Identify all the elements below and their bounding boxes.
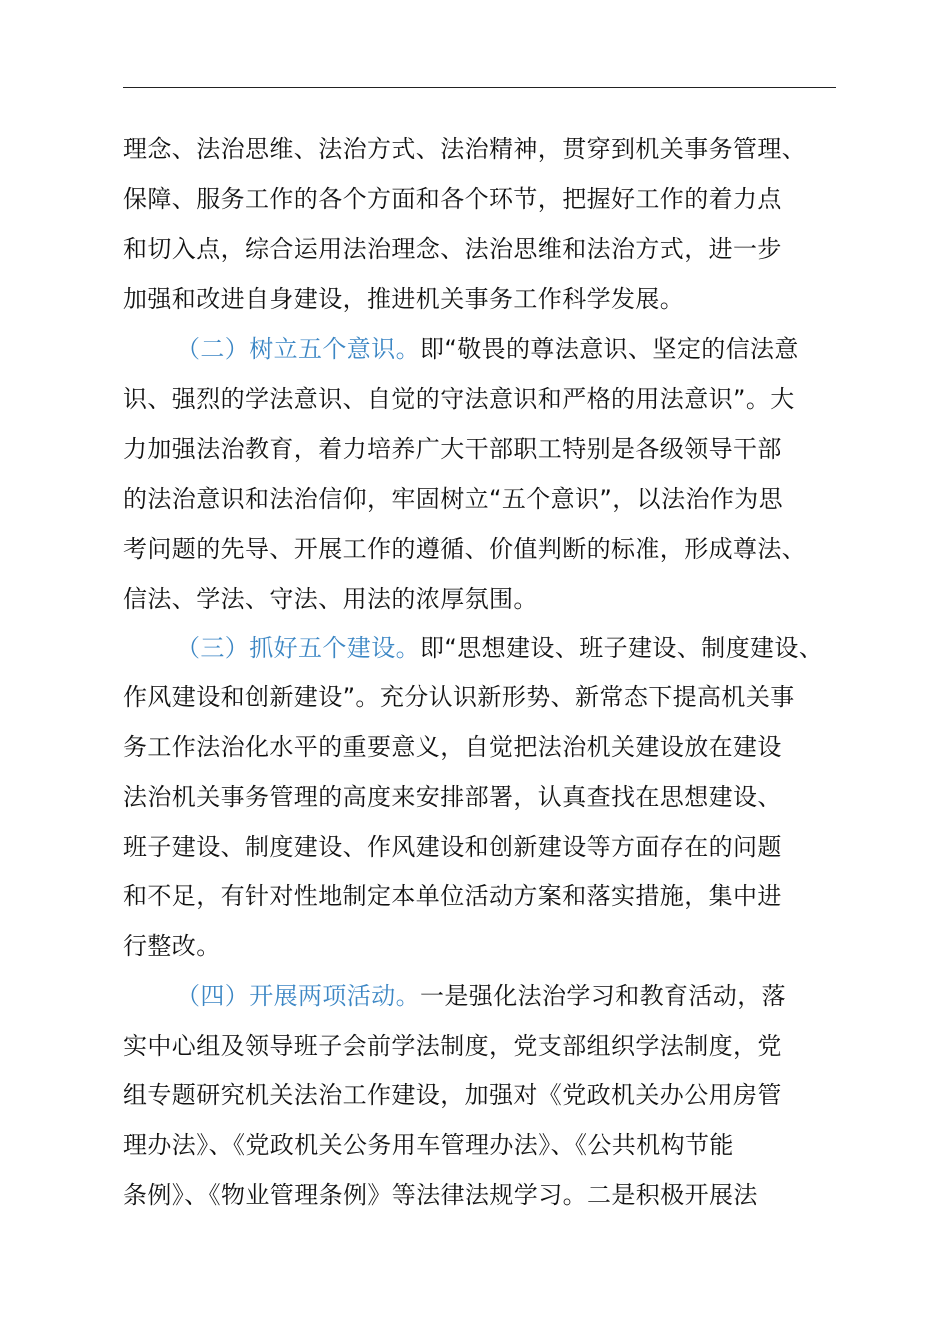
heading-title: （三）抓好五个建设。	[176, 634, 420, 662]
text-line: 力加强法治教育，着力培养广大干部职工特别是各级领导干部	[123, 435, 782, 463]
heading-text: 即“敬畏的尊法意识、坚定的信法意	[420, 335, 799, 363]
text-line: 组专题研究机关法治工作建设，加强对《党政机关办公用房管	[123, 1081, 782, 1109]
heading-title: （四）开展两项活动。	[176, 982, 420, 1010]
text-line: 条例》、《物业管理条例》等法律法规学习。二是积极开展法	[123, 1181, 758, 1209]
text-line: 班子建设、制度建设、作风建设和创新建设等方面存在的问题	[123, 833, 782, 861]
heading-text: 一是强化法治学习和教育活动，落	[420, 982, 786, 1010]
section-heading-4	[176, 980, 786, 1012]
text-line: 法治机关事务管理的高度来安排部署，认真查找在思想建设、	[123, 783, 782, 811]
text-line: 和不足，有针对性地制定本单位活动方案和落实措施，集中进	[123, 882, 782, 910]
text-line: 加强和改进自身建设，推进机关事务工作科学发展。	[123, 285, 685, 313]
text-line: 保障、服务工作的各个方面和各个环节，把握好工作的着力点	[123, 185, 782, 213]
text-line: 务工作法治化水平的重要意义，自觉把法治机关建设放在建设	[123, 733, 782, 761]
heading-title: （二）树立五个意识。	[176, 335, 420, 363]
text-line: 作风建设和创新建设”。充分认识新形势、新常态下提高机关事	[123, 683, 795, 711]
text-line: 理念、法治思维、法治方式、法治精神，贯穿到机关事务管理、	[123, 135, 807, 163]
text-line: 信法、学法、守法、用法的浓厚氛围。	[123, 585, 538, 613]
section-heading-3	[176, 632, 823, 664]
text-line: 的法治意识和法治信仰，牢固树立“五个意识”，以法治作为思	[123, 485, 784, 513]
text-line: 识、强烈的学法意识、自觉的守法意识和严格的用法意识”。大	[123, 385, 795, 413]
text-line: 行整改。	[123, 932, 221, 960]
section-heading-2	[176, 333, 799, 365]
text-line: 实中心组及领导班子会前学法制度，党支部组织学法制度，党	[123, 1032, 782, 1060]
text-line: 和切入点，综合运用法治理念、法治思维和法治方式，进一步	[123, 235, 782, 263]
heading-text: 即“思想建设、班子建设、制度建设、	[420, 634, 824, 662]
text-line: 理办法》、《党政机关公务用车管理办法》、《公共机构节能	[123, 1131, 734, 1159]
text-line: 考问题的先导、开展工作的遵循、价值判断的标准，形成尊法、	[123, 535, 807, 563]
header-rule	[123, 87, 836, 88]
